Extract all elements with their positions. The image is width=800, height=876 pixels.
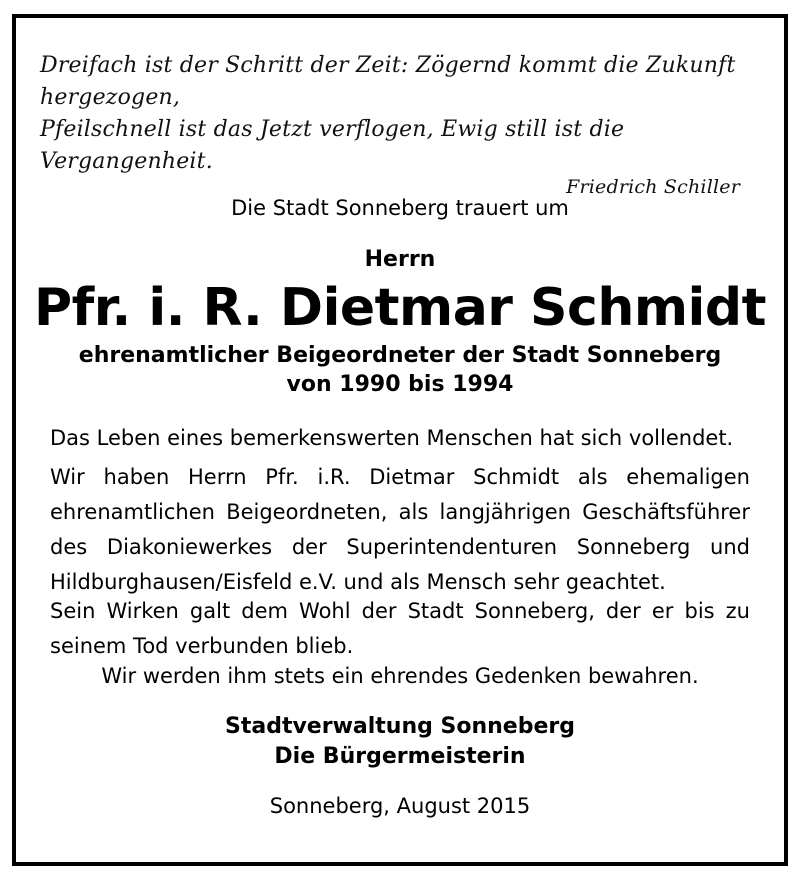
deceased-name: Pfr. i. R. Dietmar Schmidt — [34, 278, 766, 338]
closing-line: Wir werden ihm stets ein ehrendes Gedenken bewahren. — [101, 664, 699, 688]
signature-line-2: Die Bürgermeisterin — [274, 743, 526, 769]
intro-text: Die Stadt Sonneberg trauert um — [231, 196, 569, 220]
signature-block — [20, 712, 780, 771]
role-line-2: von 1990 bis 1994 — [286, 371, 514, 397]
paragraph-3: Sein Wirken galt dem Wohl der Stadt Sonneberg, der er bis zu seinem Tod verbunden blieb. — [50, 599, 750, 658]
quote-author: Friedrich Schiller — [566, 175, 740, 198]
signature-line-1: Stadtverwaltung Sonneberg — [224, 714, 575, 739]
quote-line-1: Dreifach ist der Schritt der Zeit: Zögernd kommt die Zukunft hergezogen, — [40, 53, 736, 110]
role-line-1: ehrenamtlicher Beigeordneter der Stadt Sonneberg — [78, 343, 722, 368]
paragraph-2: Wir haben Herrn Pfr. i.R. Dietmar Schmidt als ehemaligen ehrenamtlichen Beigeordneten, als langjährigen Geschäftsführer des Diakoniewerkes der Superintendenturen Sonneberg und Hildburghausen/Eisfeld e.V. und als Mensch sehr geachtet. — [50, 465, 750, 594]
paragraph-1: Das Leben eines bemerkenswerten Menschen hat sich vollendet. — [50, 426, 734, 450]
schiller-quote — [40, 50, 740, 201]
role-description — [20, 342, 780, 399]
place-date: Sonneberg, August 2015 — [269, 794, 531, 818]
salutation: Herrn — [364, 247, 436, 272]
quote-line-2: Pfeilschnell ist das Jetzt verflogen, Ewig still ist die Vergangenheit. — [40, 116, 625, 174]
